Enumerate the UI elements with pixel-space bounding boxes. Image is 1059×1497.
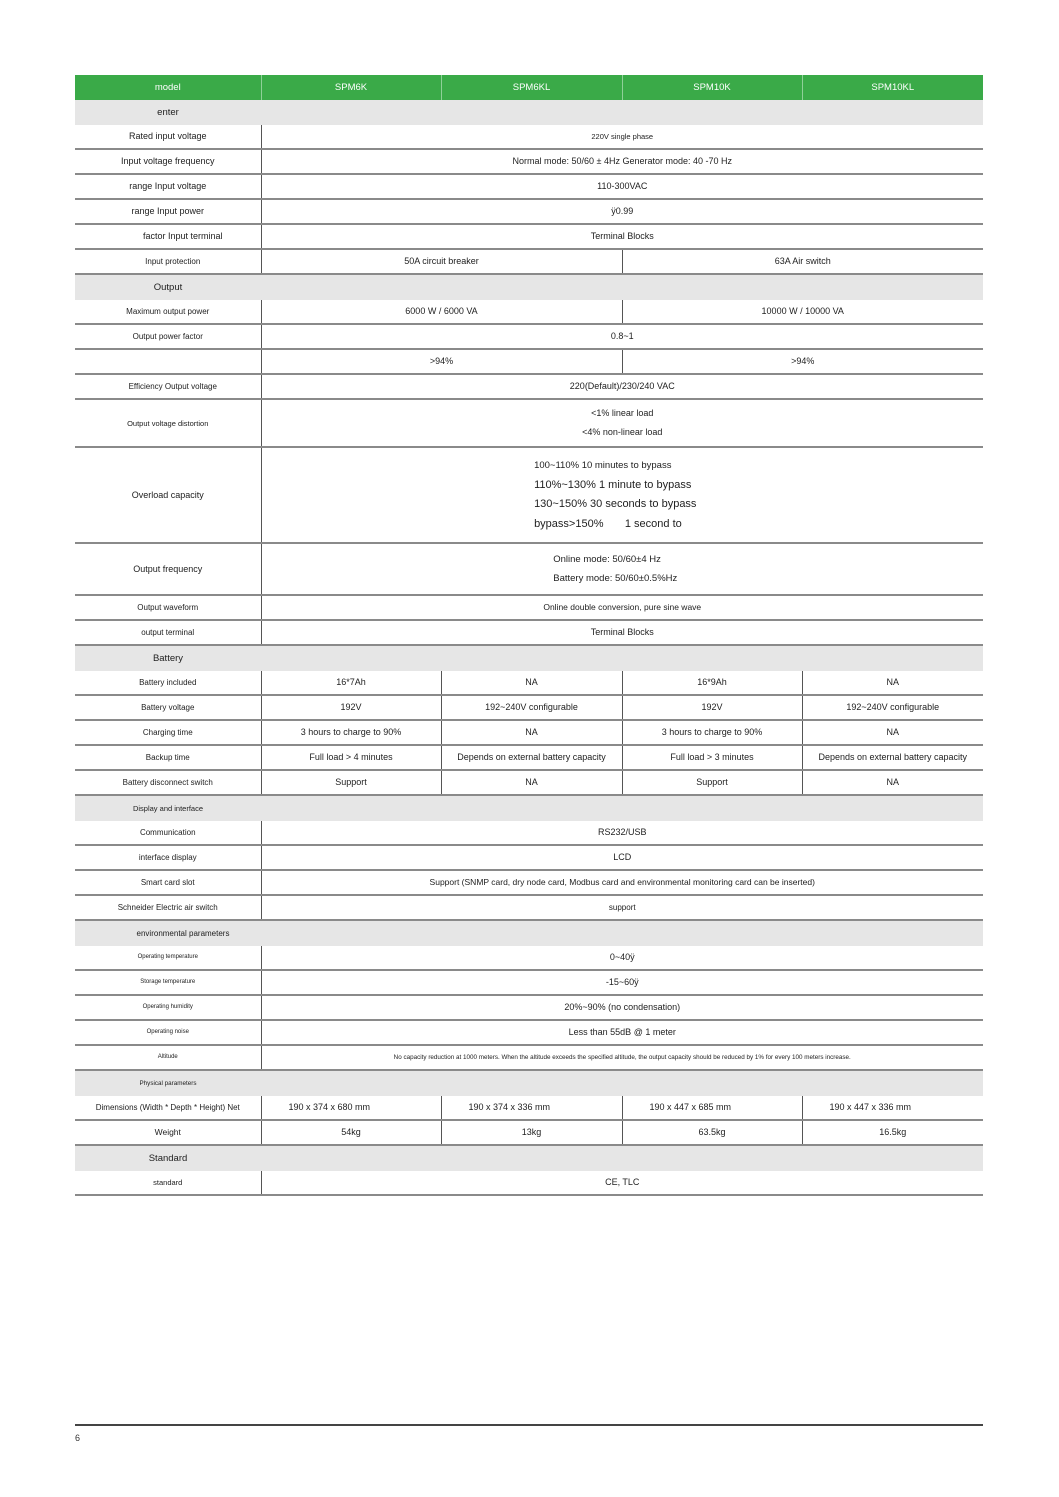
row-value: 0.8~1 xyxy=(261,324,983,349)
spec-table xyxy=(75,75,983,1196)
row-label: Operating noise xyxy=(75,1020,261,1045)
cell-spm6kl: NA xyxy=(441,720,622,745)
cell-spm10k: 192V xyxy=(622,695,802,720)
header-model-spm6k: SPM6K xyxy=(261,75,441,100)
cell-spm10k: 190 x 447 x 685 mm xyxy=(622,1096,802,1120)
row-label: Communication xyxy=(75,821,261,845)
table-row xyxy=(75,1171,983,1195)
cell-spm10kl: NA xyxy=(802,720,983,745)
row-label: range Input voltage xyxy=(75,174,261,199)
row-label: range Input power xyxy=(75,199,261,224)
table-row xyxy=(75,870,983,895)
cell-spm10k: 63.5kg xyxy=(622,1120,802,1145)
row-label: Output frequency xyxy=(75,543,261,595)
cell-spm10k: 3 hours to charge to 90% xyxy=(622,720,802,745)
table-row xyxy=(75,324,983,349)
footer-divider xyxy=(75,1424,983,1426)
row-label: Altitude xyxy=(75,1045,261,1070)
section-title: Physical parameters xyxy=(75,1070,261,1096)
section-output xyxy=(75,274,983,300)
table-row xyxy=(75,249,983,274)
cell-spm6kl: 13kg xyxy=(441,1120,622,1145)
table-row xyxy=(75,1096,983,1120)
row-label: Output voltage distortion xyxy=(75,399,261,447)
table-row xyxy=(75,620,983,645)
row-label: Overload capacity xyxy=(75,447,261,543)
row-label: Output waveform xyxy=(75,595,261,620)
row-value: Online double conversion, pure sine wave xyxy=(261,595,983,620)
row-label: Rated input voltage xyxy=(75,125,261,149)
value-line: <1% linear load xyxy=(591,407,654,418)
row-label: Operating temperature xyxy=(75,946,261,970)
table-row xyxy=(75,821,983,845)
row-label: Smart card slot xyxy=(75,870,261,895)
table-row xyxy=(75,970,983,995)
section-title: Output xyxy=(75,274,261,300)
table-row xyxy=(75,695,983,720)
row-label: Battery voltage xyxy=(75,695,261,720)
cell-spm6kl: NA xyxy=(441,671,622,695)
cell-spm6kl: 190 x 374 x 336 mm xyxy=(441,1096,622,1120)
row-value-6k: >94% xyxy=(261,349,622,374)
cell-spm6k: 16*7Ah xyxy=(261,671,441,695)
row-label: Backup time xyxy=(75,745,261,770)
table-row xyxy=(75,125,983,149)
value-line: 130~150% 30 seconds to bypass xyxy=(534,498,697,510)
table-row xyxy=(75,300,983,324)
row-value: CE, TLC xyxy=(261,1171,983,1195)
cell-spm10kl: NA xyxy=(802,770,983,795)
row-value: Terminal Blocks xyxy=(261,620,983,645)
row-value-10k: 63A Air switch xyxy=(622,249,983,274)
row-value xyxy=(261,543,983,595)
table-row xyxy=(75,374,983,399)
table-row xyxy=(75,995,983,1020)
row-value: Less than 55dB @ 1 meter xyxy=(261,1020,983,1045)
table-row xyxy=(75,770,983,795)
cell-spm10kl: Depends on external battery capacity xyxy=(802,745,983,770)
row-label: Efficiency Output voltage xyxy=(75,374,261,399)
row-label: Input protection xyxy=(75,249,261,274)
header-model-label: model xyxy=(75,75,261,100)
section-input xyxy=(75,100,983,125)
table-row xyxy=(75,595,983,620)
row-label: Operating humidity xyxy=(75,995,261,1020)
value-line: bypass>150% 1 second to xyxy=(534,517,682,530)
table-row xyxy=(75,745,983,770)
row-value xyxy=(261,399,983,447)
value-line: <4% non-linear load xyxy=(582,427,663,437)
table-row xyxy=(75,895,983,920)
value-line: 100~110% 10 minutes to bypass xyxy=(534,460,672,471)
cell-spm6k: 190 x 374 x 680 mm xyxy=(261,1096,441,1120)
header-model-spm6kl: SPM6KL xyxy=(441,75,622,100)
row-value: Normal mode: 50/60 ± 4Hz Generator mode: 40 -70 Hz xyxy=(261,149,983,174)
value-line: 110%~130% 1 minute to bypass xyxy=(534,478,692,491)
table-row xyxy=(75,399,983,447)
cell-spm10k: 16*9Ah xyxy=(622,671,802,695)
header-model-spm10k: SPM10K xyxy=(622,75,802,100)
row-value: RS232/USB xyxy=(261,821,983,845)
table-row xyxy=(75,447,983,543)
table-row xyxy=(75,349,983,374)
table-row xyxy=(75,543,983,595)
row-label xyxy=(75,349,261,374)
row-label: Input voltage frequency xyxy=(75,149,261,174)
cell-spm10kl: 16.5kg xyxy=(802,1120,983,1145)
section-title: Display and interface xyxy=(75,795,261,821)
row-value: 220(Default)/230/240 VAC xyxy=(261,374,983,399)
row-value: 110-300VAC xyxy=(261,174,983,199)
cell-spm6k: 54kg xyxy=(261,1120,441,1145)
row-label: Output power factor xyxy=(75,324,261,349)
cell-spm10kl: 192~240V configurable xyxy=(802,695,983,720)
section-physical xyxy=(75,1070,983,1096)
cell-spm6k: Support xyxy=(261,770,441,795)
section-standard xyxy=(75,1145,983,1171)
table-row xyxy=(75,224,983,249)
section-environment xyxy=(75,920,983,946)
table-row xyxy=(75,1020,983,1045)
row-value: 20%~90% (no condensation) xyxy=(261,995,983,1020)
row-label: Schneider Electric air switch xyxy=(75,895,261,920)
cell-spm6k: Full load > 4 minutes xyxy=(261,745,441,770)
row-label: Maximum output power xyxy=(75,300,261,324)
row-value: Terminal Blocks xyxy=(261,224,983,249)
row-value: support xyxy=(261,895,983,920)
cell-spm10kl: NA xyxy=(802,671,983,695)
row-value-10k: 10000 W / 10000 VA xyxy=(622,300,983,324)
value-line: Battery mode: 50/60±0.5%Hz xyxy=(553,573,678,584)
row-label: output terminal xyxy=(75,620,261,645)
row-value: No capacity reduction at 1000 meters. When the altitude exceeds the specified altitude, the output capacity should be reduced by 1% for every 100 meters increase. xyxy=(261,1045,983,1070)
section-title: enter xyxy=(75,100,261,125)
table-row xyxy=(75,149,983,174)
table-row xyxy=(75,174,983,199)
row-label: factor Input terminal xyxy=(75,224,261,249)
row-label: Battery disconnect switch xyxy=(75,770,261,795)
table-row xyxy=(75,845,983,870)
row-value: ÿ0.99 xyxy=(261,199,983,224)
row-value xyxy=(261,447,983,543)
section-title: Standard xyxy=(75,1145,261,1171)
row-value: -15~60ÿ xyxy=(261,970,983,995)
table-header-row xyxy=(75,75,983,100)
section-battery xyxy=(75,645,983,671)
cell-spm10kl: 190 x 447 x 336 mm xyxy=(802,1096,983,1120)
row-value: Support (SNMP card, dry node card, Modbus card and environmental monitoring card can be inserted) xyxy=(261,870,983,895)
row-label: Weight xyxy=(75,1120,261,1145)
cell-spm10k: Full load > 3 minutes xyxy=(622,745,802,770)
row-value: LCD xyxy=(261,845,983,870)
cell-spm6k: 3 hours to charge to 90% xyxy=(261,720,441,745)
cell-spm10k: Support xyxy=(622,770,802,795)
table-row xyxy=(75,199,983,224)
section-display xyxy=(75,795,983,821)
row-label: Charging time xyxy=(75,720,261,745)
section-title: environmental parameters xyxy=(75,920,261,946)
row-value: 0~40ÿ xyxy=(261,946,983,970)
table-row xyxy=(75,946,983,970)
row-value-6k: 6000 W / 6000 VA xyxy=(261,300,622,324)
cell-spm6kl: 192~240V configurable xyxy=(441,695,622,720)
row-value-10k: >94% xyxy=(622,349,983,374)
cell-spm6kl: Depends on external battery capacity xyxy=(441,745,622,770)
row-label: standard xyxy=(75,1171,261,1195)
section-title: Battery xyxy=(75,645,261,671)
value-line: Online mode: 50/60±4 Hz xyxy=(553,553,661,565)
row-label: Battery included xyxy=(75,671,261,695)
cell-spm6k: 192V xyxy=(261,695,441,720)
page-number: 6 xyxy=(75,1433,81,1443)
row-label: interface display xyxy=(75,845,261,870)
row-value-6k: 50A circuit breaker xyxy=(261,249,622,274)
table-row xyxy=(75,671,983,695)
table-row xyxy=(75,720,983,745)
cell-spm6kl: NA xyxy=(441,770,622,795)
row-label: Storage temperature xyxy=(75,970,261,995)
row-value: 220V single phase xyxy=(261,125,983,149)
table-row xyxy=(75,1045,983,1070)
row-label: Dimensions (Width * Depth * Height) Net xyxy=(75,1096,261,1120)
header-model-spm10kl: SPM10KL xyxy=(802,75,983,100)
table-row xyxy=(75,1120,983,1145)
